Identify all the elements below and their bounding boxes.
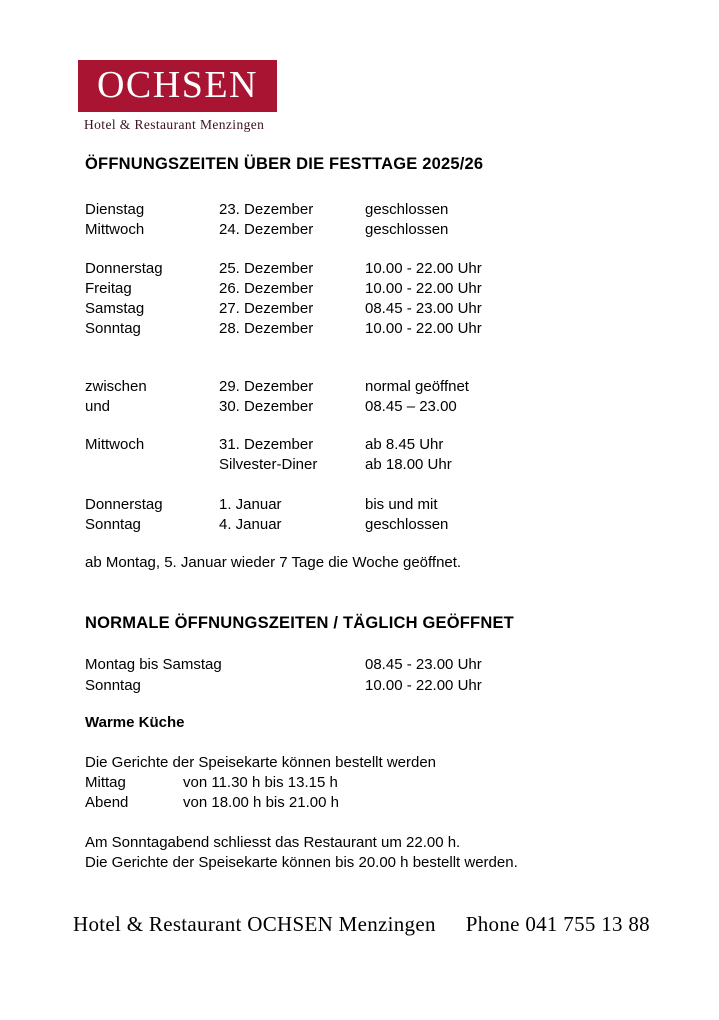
ochsen-logo: [78, 60, 288, 132]
table-row: [85, 397, 685, 417]
table-row: [85, 773, 685, 793]
section-title-normal-hours: NORMALE ÖFFNUNGSZEITEN / TÄGLICH GEÖFFNET: [85, 614, 514, 632]
footer-business-name: Hotel & Restaurant OCHSEN Menzingen: [73, 912, 436, 936]
row-label: Mittag: [85, 774, 126, 791]
row-day: Donnerstag: [85, 496, 163, 513]
row-hours: geschlossen: [365, 516, 449, 533]
row-date: 23. Dezember: [219, 201, 314, 218]
table-row: [85, 220, 685, 240]
row-date: 31. Dezember: [219, 436, 314, 453]
page-title: ÖFFNUNGSZEITEN ÜBER DIE FESTTAGE 2025/26: [85, 155, 484, 173]
logo-subtitle: Hotel & Restaurant Menzingen: [84, 117, 265, 132]
table-row: [85, 200, 685, 220]
row-hours: ab 8.45 Uhr: [365, 436, 444, 453]
row-hours: von 18.00 h bis 21.00 h: [183, 794, 339, 811]
row-date: 29. Dezember: [219, 378, 314, 395]
warme-kueche-note-text: Am Sonntagabend schliesst das Restaurant um 22.00 h.: [85, 834, 461, 851]
row-day: Mittwoch: [85, 436, 145, 453]
festtage-note-text: ab Montag, 5. Januar wieder 7 Tage die Woche geöffnet.: [85, 554, 462, 571]
row-hours: 10.00 - 22.00 Uhr: [365, 677, 482, 694]
row-day: Sonntag: [85, 320, 141, 337]
table-row: [85, 515, 685, 535]
row-hours: geschlossen: [365, 221, 449, 238]
footer: [73, 910, 650, 938]
row-date: 26. Dezember: [219, 280, 314, 297]
row-hours: 10.00 - 22.00 Uhr: [365, 260, 482, 277]
row-hours: 08.45 – 23.00: [365, 398, 457, 415]
table-row: [85, 495, 685, 515]
logo-wordmark: OCHSEN: [96, 63, 259, 106]
row-days: Montag bis Samstag: [85, 656, 222, 673]
table-row: [85, 455, 685, 475]
table-row: [85, 676, 685, 696]
table-row: [85, 377, 685, 397]
warme-kueche-note-line: [85, 853, 685, 873]
festtage-note-line: [85, 553, 685, 573]
row-hours: 08.45 - 23.00 Uhr: [365, 656, 482, 673]
table-row: [85, 299, 685, 319]
logo-red-box: [78, 60, 277, 112]
row-date: 30. Dezember: [219, 398, 314, 415]
row-hours: normal geöffnet: [365, 378, 469, 395]
table-row: [85, 435, 685, 455]
warme-kueche-note-text: Die Gerichte der Speisekarte können bis 20.00 h bestellt werden.: [85, 854, 518, 871]
warme-kueche-note-line: [85, 833, 685, 853]
row-day: Dienstag: [85, 201, 145, 218]
row-day: Donnerstag: [85, 260, 163, 277]
table-row: [85, 655, 685, 675]
row-date: 28. Dezember: [219, 320, 314, 337]
table-row: [85, 319, 685, 339]
table-row: [85, 793, 685, 813]
row-hours: 08.45 - 23.00 Uhr: [365, 300, 482, 317]
row-hours: 10.00 - 22.00 Uhr: [365, 280, 482, 297]
row-day: Sonntag: [85, 516, 141, 533]
footer-phone: Phone 041 755 13 88: [465, 912, 650, 936]
row-label: Abend: [85, 794, 129, 811]
row-date: 4. Januar: [219, 516, 282, 533]
row-date: Silvester-Diner: [219, 456, 318, 473]
row-hours: geschlossen: [365, 201, 449, 218]
row-day: Mittwoch: [85, 221, 145, 238]
table-row: [85, 279, 685, 299]
row-day: Freitag: [85, 280, 132, 297]
warme-kueche-intro-text: Die Gerichte der Speisekarte können bestellt werden: [85, 754, 437, 771]
row-hours: ab 18.00 Uhr: [365, 456, 452, 473]
row-date: 1. Januar: [219, 496, 282, 513]
row-day: und: [85, 398, 111, 415]
warme-kueche-intro-line: [85, 753, 685, 773]
row-date: 24. Dezember: [219, 221, 314, 238]
row-date: 27. Dezember: [219, 300, 314, 317]
row-hours: 10.00 - 22.00 Uhr: [365, 320, 482, 337]
row-day: zwischen: [85, 378, 147, 395]
row-days: Sonntag: [85, 677, 141, 694]
row-date: 25. Dezember: [219, 260, 314, 277]
row-day: Samstag: [85, 300, 145, 317]
section-title-warme-kueche: Warme Küche: [85, 714, 185, 731]
row-hours: von 11.30 h bis 13.15 h: [183, 774, 338, 791]
row-hours: bis und mit: [365, 496, 438, 513]
table-row: [85, 259, 685, 279]
